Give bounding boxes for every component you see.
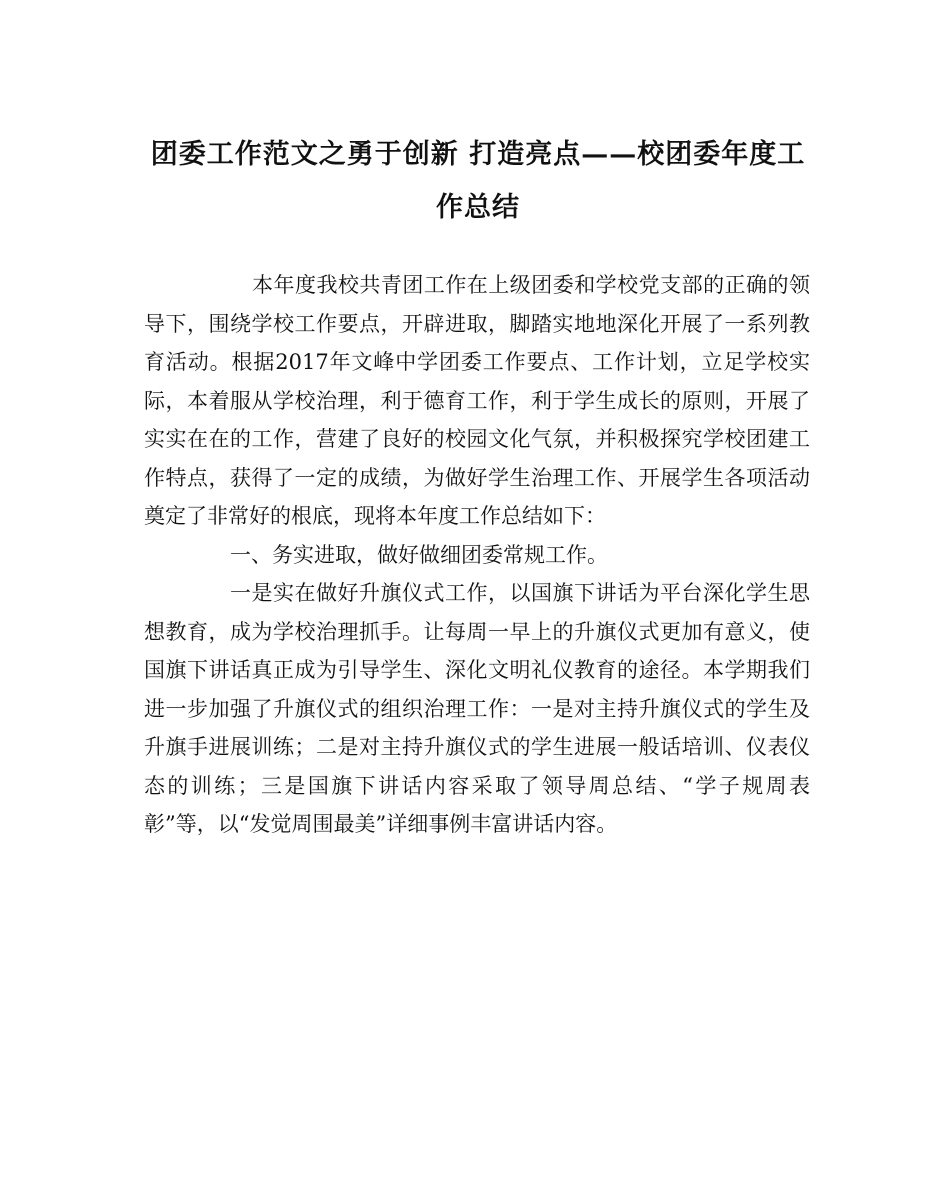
document-title: 团委工作范文之勇于创新 打造亮点——校团委年度工作总结	[150, 139, 806, 223]
section-heading-1: 一、务实进取，做好做细团委常规工作。	[230, 542, 608, 567]
paragraph-intro: 本年度我校共青团工作在上级团委和学校党支部的正确的领导下，围绕学校工作要点，开辟进取，脚踏实地地深化开展了一系列教育活动。根据2017年文峰中学团委工作要点、工作计划，立足学校实际，本着服从学校治理，利于德育工作，利于学生成长的原则，开展了实实在在的工作，营建了良好的校园文化气氛，并积极探究学校团建工作特点，获得了一定的成绩，为做好学生治理工作、开展学生各项活动奠定了非常好的根底，现将本年度工作总结如下：	[144, 273, 810, 528]
document-body	[144, 266, 810, 844]
paragraph-flag-ceremony: 一是实在做好升旗仪式工作，以国旗下讲话为平台深化学生思想教育，成为学校治理抓手。让每周一早上的升旗仪式更加有意义，使国旗下讲话真正成为引导学生、深化文明礼仪教育的途径。本学期我们进一步加强了升旗仪式的组织治理工作：一是对主持升旗仪式的学生及升旗手进展训练；二是对主持升旗仪式的学生进展一般话培训、仪表仪态的训练；三是国旗下讲话内容采取了领导周总结、“学子规周表彰”等，以“发觉周围最美”详细事例丰富讲话内容。	[144, 581, 810, 836]
